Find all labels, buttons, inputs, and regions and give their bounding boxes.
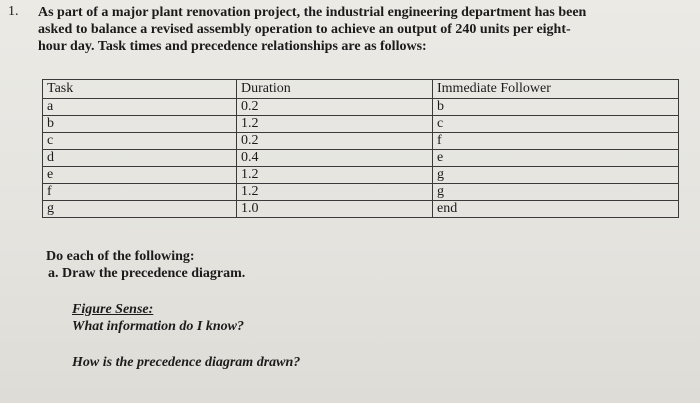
header-duration: Duration: [237, 80, 433, 99]
follower-cell: g: [433, 184, 679, 201]
part-a-instruction: a. Draw the precedence diagram.: [48, 266, 246, 281]
task-cell: g: [43, 201, 237, 218]
task-cell: a: [43, 99, 237, 116]
table-row: [43, 167, 679, 184]
figure-sense-question-known: What information do I know?: [72, 319, 244, 334]
table-row: [43, 116, 679, 133]
duration-cell: 1.2: [237, 184, 433, 201]
intro-line: asked to balance a revised assembly operation to achieve an output of 240 units per eight-: [38, 22, 571, 37]
task-cell: d: [43, 150, 237, 167]
do-each-instruction: Do each of the following:: [46, 249, 195, 264]
duration-cell: 0.2: [237, 133, 433, 150]
header-immediate-follower: Immediate Follower: [433, 80, 679, 99]
follower-cell: c: [433, 116, 679, 133]
table-row: [43, 184, 679, 201]
table-row: [43, 99, 679, 116]
figure-sense-title: Figure Sense:: [72, 302, 154, 317]
task-cell: f: [43, 184, 237, 201]
follower-cell: f: [433, 133, 679, 150]
question-intro: [38, 4, 668, 55]
task-table: [42, 79, 679, 218]
task-cell: e: [43, 167, 237, 184]
table-row: [43, 150, 679, 167]
duration-cell: 0.2: [237, 99, 433, 116]
task-cell: b: [43, 116, 237, 133]
figure-sense-question-drawn: How is the precedence diagram drawn?: [72, 355, 301, 370]
intro-line: hour day. Task times and precedence relationships are as follows:: [38, 39, 427, 54]
duration-cell: 1.2: [237, 167, 433, 184]
intro-line: As part of a major plant renovation project, the industrial engineering department has been: [38, 5, 587, 20]
table-row: [43, 201, 679, 218]
follower-cell: g: [433, 167, 679, 184]
follower-cell: end: [433, 201, 679, 218]
table-row: [43, 133, 679, 150]
duration-cell: 0.4: [237, 150, 433, 167]
table-header-row: [43, 80, 679, 99]
follower-cell: e: [433, 150, 679, 167]
header-task: Task: [43, 80, 237, 99]
task-cell: c: [43, 133, 237, 150]
follower-cell: b: [433, 99, 679, 116]
duration-cell: 1.2: [237, 116, 433, 133]
question-number: 1.: [8, 4, 19, 19]
duration-cell: 1.0: [237, 201, 433, 218]
